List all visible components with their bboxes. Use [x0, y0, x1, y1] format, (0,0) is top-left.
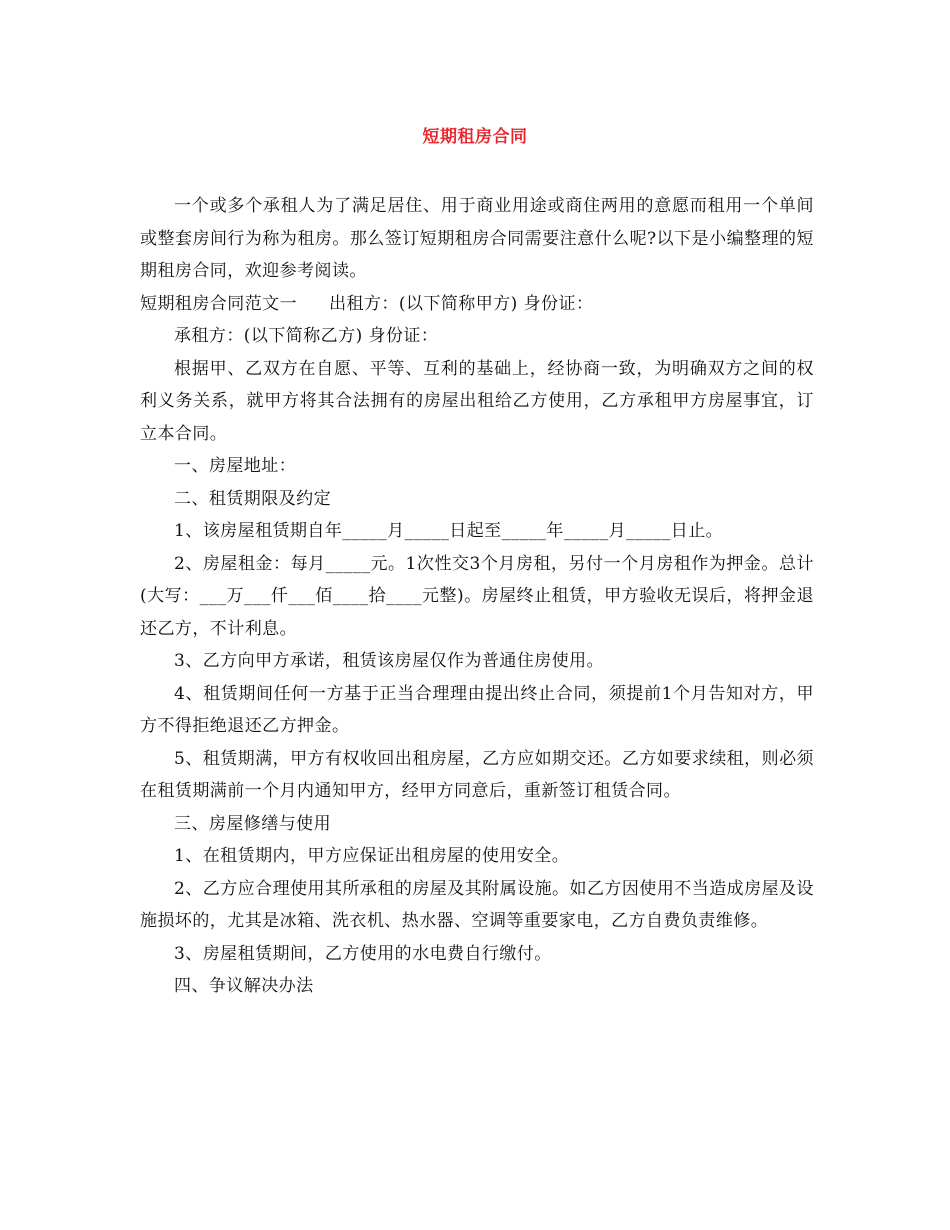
intro-paragraph: 一个或多个承租人为了满足居住、用于商业用途或商住两用的意愿而租用一个单间或整套房间行为称为租房。那么签订短期租房合同需要注意什么呢?以下是小编整理的短期租房合同，欢迎参考阅读。: [140, 196, 814, 281]
clause-repair-2: 2、乙方应合理使用其所承租的房屋及其附属设施。如乙方因使用不当造成房屋及设施损坏的，尤其是冰箱、洗衣机、热水器、空调等重要家电，乙方自费负责维修。: [140, 878, 814, 931]
section-heading-term: 二、租赁期限及约定: [174, 488, 332, 509]
sample-heading: 短期租房合同范文一: [140, 293, 298, 314]
sample-heading-line: [140, 288, 814, 321]
preamble-paragraph: 根据甲、乙双方在自愿、平等、互利的基础上，经协商一致，为明确双方之间的权利义务关系，就甲方将其合法拥有的房屋出租给乙方使用，乙方承租甲方房屋事宜，订立本合同。: [140, 358, 814, 444]
clause-repair-3: 3、房屋租赁期间，乙方使用的水电费自行缴付。: [174, 943, 552, 964]
document-title: 短期租房合同: [422, 127, 528, 147]
section-heading-address: 一、房屋地址：: [174, 456, 297, 476]
clause-repair-1: 1、在租赁期内，甲方应保证出租房屋的使用安全。: [174, 846, 570, 866]
clause-term-3: 3、乙方向甲方承诺，租赁该房屋仅作为普通住房使用。: [174, 651, 605, 671]
lessee-line: 承租方：(以下简称乙方) 身份证：: [174, 326, 439, 346]
clause-term-5: 5、租赁期满，甲方有权收回出租房屋，乙方应如期交还。乙方如要求续租，则必须在租赁期满前一个月内通知甲方，经甲方同意后，重新签订租赁合同。: [140, 748, 814, 801]
section-heading-repair: 三、房屋修缮与使用: [174, 813, 332, 834]
lessor-line: 出租方：(以下简称甲方) 身份证：: [329, 293, 594, 314]
document-body: [140, 190, 814, 1003]
clause-term-2: 2、房屋租金：每月_____元。1次性交3个月房租，另付一个月房租作为押金。总计(大写：___万___仟___佰____拾____元整)。房屋终止租赁，甲方验收无误后，将押金退还乙方，不计利息。: [140, 553, 814, 639]
clause-term-1: 1、该房屋租赁期自年_____月_____日起至_____年_____月_____日止。: [174, 521, 724, 541]
clause-term-4: 4、租赁期间任何一方基于正当合理理由提出终止合同，须提前1个月告知对方，甲方不得拒绝退还乙方押金。: [140, 683, 814, 736]
section-heading-dispute: 四、争议解决办法: [174, 976, 314, 996]
